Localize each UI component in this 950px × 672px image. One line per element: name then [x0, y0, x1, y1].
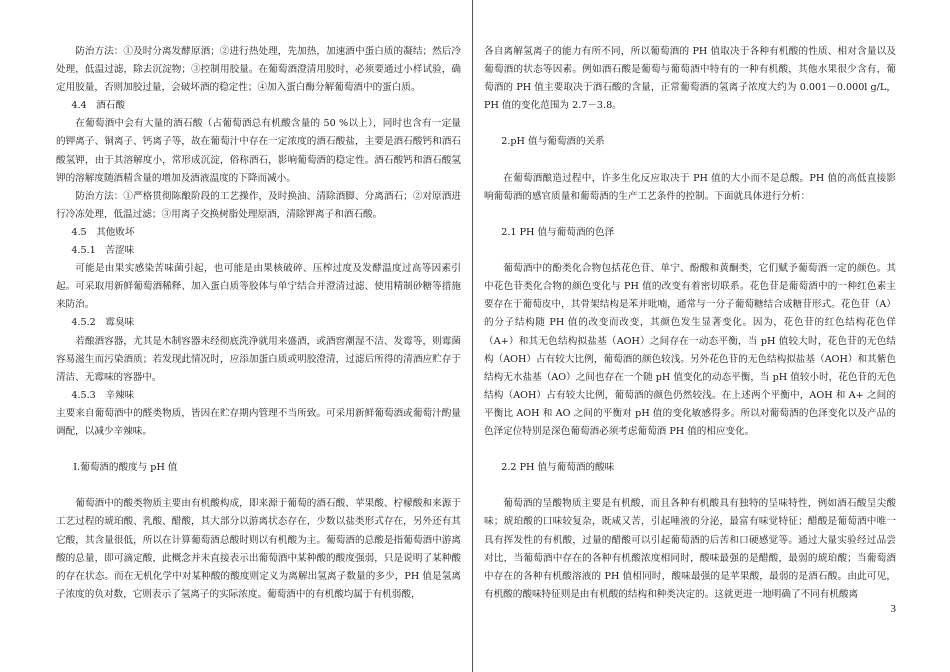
heading-4-5-1-bitterness: 4.5.1 苦涩味: [71, 245, 135, 257]
paragraph-prevention-protein: 防治方法：①及时分离发酵原酒；②进行热处理，先加热，加速酒中蛋白质的凝结；然后冷处理，低温过滤，除去沉淀物；③控制用胶量。在葡萄酒澄清用胶时，必须要通过小样试验，确定用胶量，否则加胶过量，会破坏酒的稳定性；④加入蛋白酶分解葡萄酒中的蛋白质。: [56, 46, 461, 94]
paragraph-ph-sourness: 葡萄酒的呈酸物质主要是有机酸，而且各种有机酸具有独特的呈味特性，例如酒石酸呈尖酸味；琥珀酸的口味较复杂，既咸又苦，引起唾液的分泌，最富有味觉特征；醋酸是葡萄酒中唯一具有挥发性的有机酸，过量的醋酸可以引起葡萄酒的后苦和口硬感觉等。通过大量实验经过品尝对比，当葡萄酒中存在的各种有机酸浓度相同时，酸味最强的是醋酸，最弱的琥珀酸；当葡萄酒中存在的各种有机酸溶液的 PH 值相同时，酸味最强的是苹果酸，最弱的是酒石酸。由此可见，有机酸的酸味特征则是由有机酸的结构和种类决定的。这就更进一地明确了不同有机酸离: [484, 498, 896, 600]
section-heading-acidity-ph: Ⅰ.葡萄酒的酸度与 pH 值: [73, 462, 178, 474]
section-heading-ph-color: 2.1 PH 值与葡萄酒的色泽: [501, 226, 615, 238]
paragraph-moldy-odor: 若酿酒容器，尤其是木制容器未经彻底洗净就用来盛酒，或酒窖潮湿不洁、发霉等，则霉菌容易滋生而污染酒质；若发现此情况时，应添加蛋白质或明胶澄清，过滤后所得的清酒应贮存于清洁、无霉味的容器中。: [56, 335, 461, 383]
column-divider: [472, 0, 473, 672]
left-column: [56, 43, 461, 604]
paragraph-acids: 葡萄酒中的酸类物质主要由有机酸构成，即来源于葡萄的酒石酸、苹果酸、柠檬酸和来源于工艺过程的琥珀酸、乳酸、醋酸，其大部分以游离状态存在，少数以盐类形式存在，另外还有其它酸，其含量很低，所以在计算葡萄酒总酸时则以有机酸为主。葡萄酒的总酸是指葡萄酒中游离酸的总量，即可滴定酸，此概念并未直接表示出葡萄酒中某种酸的酸度强弱，只是说明了某种酸的存在状态。而在无机化学中对某种酸的酸度则定义为离解出氢离子数量的多少，PH 值是氢离子浓度的负对数，它则表示了氢离子的实际浓度。葡萄酒中的有机酸均属于有机弱酸，: [56, 498, 461, 600]
paragraph-bitterness: 可能是由果实感染苦味菌引起，也可能是由果核破碎、压榨过度及发酵温度过高等因素引起。可采取用新鲜葡萄酒稀释、加入蛋白质等胶体与单宁结合并澄清过滤、使用精制砂糖等措施来防治。: [56, 263, 461, 311]
section-heading-ph-sourness: 2.2 PH 值与葡萄酒的酸味: [501, 462, 615, 474]
heading-4-5-other-spoilage: 4.5 其他败坏: [71, 226, 135, 238]
section-heading-ph-wine-relation: 2.pH 值与葡萄酒的关系: [501, 136, 605, 148]
heading-4-5-2-moldy-odor: 4.5.2 霉臭味: [71, 317, 135, 329]
paragraph-prevention-tartaric: 防治方法：①严格贯彻陈酿阶段的工艺操作，及时换油、清除酒脚、分离酒石；②对原酒进行冷冻处理，低温过滤；③用离子交换树脂处理原酒，清除钾离子和酒石酸。: [56, 190, 461, 220]
page-number: 3: [890, 603, 896, 615]
right-column: [484, 43, 896, 604]
paragraph-ph-color: 葡萄酒中的酚类化合物包括花色苷、单宁、酚酸和黄酮类，它们赋予葡萄酒一定的颜色。其中花色苷类化合物的颜色变化与 PH 值的改变有着密切联系。花色苷是葡萄酒中的一种红色素主要存在于葡萄皮中，其骨架结构是苯并吡喃，通常与一分子葡萄糖结合成糖苷形式。花色苷（A）的分子结构随 PH 值的改变而改变，其颜色发生显著变化。因为，花色苷的红色结构花色佯（A+）和其无色结构拟盐基（AOH）之间存在一动态平衡，当 pH 值较大时，花色苷的无色结构（AOH）占有较大比例，葡萄酒的颜色较浅。另外花色苷的无色结构拟盐基（AOH）和其紫色结构无水盐基（AO）之间也存在一个随 pH 值变化的动态平衡，当 pH 值较小时，花色苷的无色结构（AOH）占有较大比例，葡萄酒的颜色仍然较浅。在上述两个平衡中，AOH 和 A+ 之间的平衡比 AOH 和 AO 之间的平衡对 pH 值的变化敏感得多。所以对葡萄酒的色泽变化以及产品的色泽定位特别是深色葡萄酒必须考虑葡萄酒 PH 值的相应变化。: [484, 263, 896, 437]
heading-4-4-tartaric-acid: 4.4 酒石酸: [71, 100, 125, 112]
heading-4-5-3-pungency: 4.5.3 辛辣味: [71, 389, 135, 401]
paragraph-ph-range: 各自离解氢离子的能力有所不同，所以葡萄酒的 PH 值取决于各种有机酸的性质、相对含量以及葡萄酒的状态等因素。例如酒石酸是葡萄与葡萄酒中特有的一种有机酸，其他水果很少含有，葡萄酒的 PH 值主要取决于酒石酸的含量，正常葡萄酒的氢离子浓度大约为 0.001－0.000l g/L，PH 值的变化范围为 2.7－3.8。: [484, 46, 896, 112]
paragraph-ph-influence: 在葡萄酒酿造过程中，许多生化反应取决于 PH 值的大小而不是总酸。PH 值的高低直接影响葡萄酒的感官质量和葡萄酒的生产工艺条件的控制。下面就具体进行分析：: [484, 172, 896, 202]
paragraph-pungency: 主要来自葡萄酒中的醛类物质，皆因在贮存期内管理不当所致。可采用新鲜葡萄酒或葡萄汁酌量调配，以减少辛辣味。: [56, 407, 461, 437]
paragraph-tartaric-acid: 在葡萄酒中会有大量的酒石酸（占葡萄酒总有机酸含量的 50 %以上），同时也含有一定量的钾离子、铜离子、钙离子等，故在葡萄汁中存在一定浓度的酒石酸盐，主要是酒石酸钙和酒石酸氢钾，由于其溶解度小，常形成沉淀，俗称酒石，影响葡萄酒的稳定性。酒石酸钙和酒石酸氢钾的溶解度随酒精含量的增加及酒液温度的下降而减小。: [56, 118, 461, 184]
